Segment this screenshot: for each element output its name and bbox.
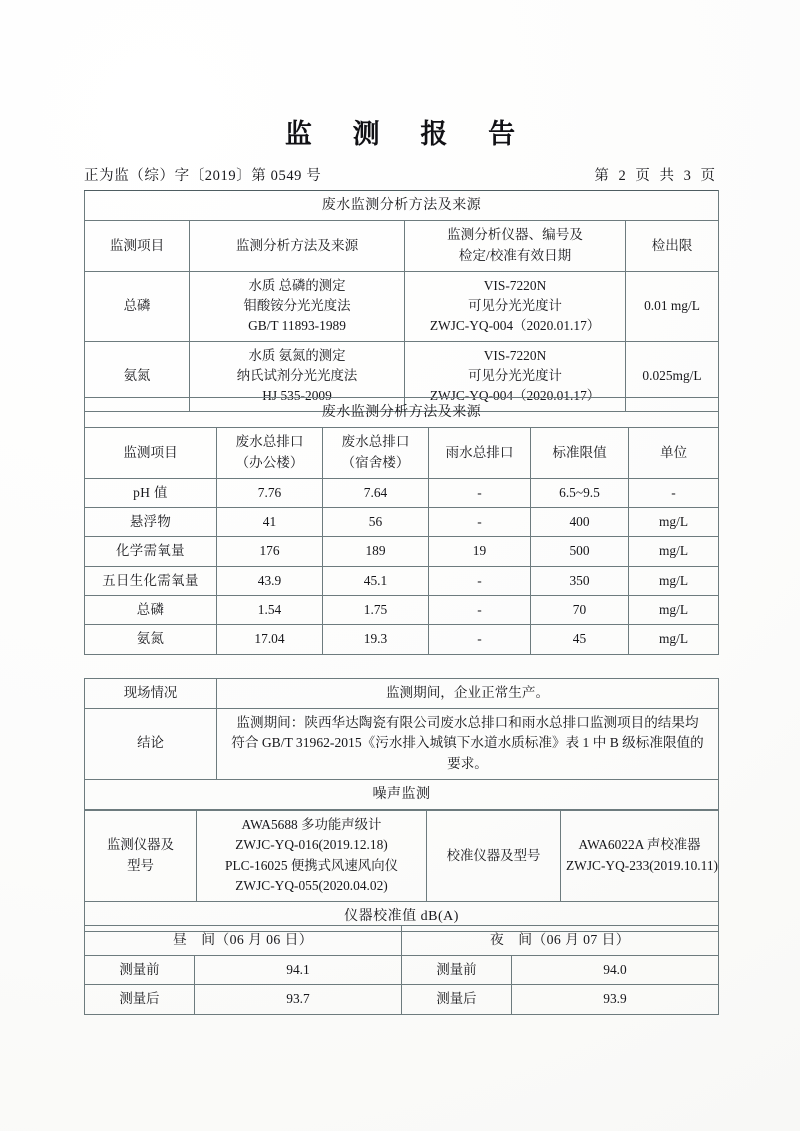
method-line: HJ 535-2009 — [262, 388, 332, 404]
calibrator-value — [561, 811, 719, 902]
col-header-outlet-office — [217, 428, 323, 478]
method-row-item: 氨氮 — [85, 341, 190, 411]
instrument-line: VIS-7220N — [483, 347, 547, 363]
calibrator-label: 校准仪器及型号 — [427, 811, 561, 902]
result-unit: mg/L — [629, 537, 719, 566]
result-office: 41 — [217, 507, 323, 536]
nighttime-label: 夜 — [490, 932, 505, 947]
result-dorm: 7.64 — [323, 478, 429, 507]
calibration-day-stage: 测量前 — [85, 955, 195, 984]
label-line: 型号 — [127, 857, 154, 873]
table-row — [85, 708, 719, 779]
conclusion-label: 结论 — [85, 708, 217, 779]
col-header-rain-outlet: 雨水总排口 — [429, 428, 531, 478]
result-rain: - — [429, 507, 531, 536]
col-header-outlet-dorm — [323, 428, 429, 478]
result-unit: mg/L — [629, 596, 719, 625]
daytime-date: 间（06 月 06 日） — [201, 932, 313, 947]
site-situation-label: 现场情况 — [85, 679, 217, 709]
table-row — [85, 779, 719, 809]
result-limit: 350 — [531, 566, 629, 595]
table-row — [85, 221, 719, 271]
calibrator-line: AWA6022A 声校准器 — [578, 837, 701, 853]
method-line: 水质 氨氮的测定 — [248, 347, 346, 363]
result-dorm: 45.1 — [323, 566, 429, 595]
calibration-night-value: 94.0 — [512, 955, 719, 984]
result-item: pH 值 — [85, 478, 217, 507]
result-dorm: 19.3 — [323, 625, 429, 654]
instrument-line: ZWJC-YQ-016(2019.12.18) — [235, 837, 388, 853]
col-header-line: 废水总排口 — [341, 434, 410, 450]
page-title: 监 测 报 告 — [284, 119, 533, 149]
col-header-instrument-line1: 监测分析仪器、编号及 — [447, 227, 583, 243]
instrument-line: PLC-16025 便携式风速风向仪 — [225, 857, 398, 873]
instrument-line: VIS-7220N — [483, 277, 547, 293]
result-item: 五日生化需氧量 — [85, 566, 217, 595]
result-unit: mg/L — [629, 507, 719, 536]
table-row — [85, 926, 719, 956]
calibration-day-value: 93.7 — [195, 985, 402, 1014]
calibration-night-value: 93.9 — [512, 985, 719, 1014]
conclusion-line: 符合 GB/T 31962-2015《污水排入城镇下水道水质标准》表 1 中 B 级标准限值的 — [231, 735, 704, 751]
section-heading-results: 废水监测分析方法及来源 — [85, 398, 719, 428]
calibration-night-stage: 测量后 — [402, 985, 512, 1014]
result-limit: 45 — [531, 625, 629, 654]
col-header-instrument — [405, 221, 626, 271]
noise-instrument-value — [197, 811, 427, 902]
result-item: 悬浮物 — [85, 507, 217, 536]
instrument-line: ZWJC-YQ-004（2020.01.17） — [429, 318, 601, 334]
method-row-detection-limit: 0.01 mg/L — [626, 271, 719, 341]
table-row — [85, 596, 719, 625]
result-unit: mg/L — [629, 566, 719, 595]
result-rain: - — [429, 566, 531, 595]
result-limit: 70 — [531, 596, 629, 625]
result-item: 总磷 — [85, 596, 217, 625]
col-header-item: 监测项目 — [85, 221, 190, 271]
col-header-instrument-line2: 检定/校准有效日期 — [458, 247, 572, 263]
instrument-line: ZWJC-YQ-004（2020.01.17） — [429, 388, 601, 404]
instrument-line: AWA5688 多功能声级计 — [241, 817, 382, 832]
table-row — [85, 507, 719, 536]
instrument-line: 可见分光光度计 — [468, 368, 562, 384]
document-meta — [84, 164, 718, 185]
result-office: 43.9 — [217, 566, 323, 595]
daytime-header — [85, 926, 402, 956]
result-office: 7.76 — [217, 478, 323, 507]
instrument-line: ZWJC-YQ-055(2020.04.02) — [235, 878, 388, 894]
method-row-item: 总磷 — [85, 271, 190, 341]
section-heading-method: 废水监测分析方法及来源 — [85, 191, 719, 221]
table-row — [85, 428, 719, 478]
result-unit: - — [629, 478, 719, 507]
method-row-detection-limit: 0.025mg/L — [626, 341, 719, 411]
calibration-night-stage: 测量前 — [402, 955, 512, 984]
section-heading-calibration: 仪器校准值 dB(A) — [85, 901, 719, 931]
result-limit: 400 — [531, 507, 629, 536]
table-row — [85, 478, 719, 507]
label-line: 监测仪器及 — [107, 837, 174, 853]
table-row — [85, 811, 719, 902]
table-row — [85, 398, 719, 428]
noise-instrument-label — [85, 811, 197, 902]
report-table — [84, 190, 719, 412]
summary-table — [84, 678, 719, 810]
result-limit: 6.5~9.5 — [531, 478, 629, 507]
result-dorm: 1.75 — [323, 596, 429, 625]
method-line: 钼酸铵分光光度法 — [243, 297, 351, 313]
table-row — [85, 537, 719, 566]
result-dorm: 56 — [323, 507, 429, 536]
result-rain: - — [429, 625, 531, 654]
result-rain: - — [429, 478, 531, 507]
result-unit: mg/L — [629, 625, 719, 654]
table-row — [85, 679, 719, 709]
result-office: 1.54 — [217, 596, 323, 625]
col-header-method: 监测分析方法及来源 — [190, 221, 405, 271]
table-row — [85, 191, 719, 221]
noise-instrument-table — [84, 810, 719, 932]
result-item: 氨氮 — [85, 625, 217, 654]
result-office: 17.04 — [217, 625, 323, 654]
result-rain: - — [429, 596, 531, 625]
result-limit: 500 — [531, 537, 629, 566]
table-row — [85, 955, 719, 984]
results-table — [84, 397, 719, 655]
calibrator-line: ZWJC-YQ-233(2019.10.11) — [566, 857, 718, 873]
table-row — [85, 271, 719, 341]
method-row-method — [190, 271, 405, 341]
nighttime-date: 间（06 月 07 日） — [518, 932, 630, 947]
calibration-table — [84, 925, 719, 1015]
nighttime-header — [402, 926, 719, 956]
method-line: GB/T 11893-1989 — [248, 318, 346, 334]
result-dorm: 189 — [323, 537, 429, 566]
table-row — [85, 625, 719, 654]
col-header-unit: 单位 — [629, 428, 719, 478]
conclusion-line: 要求。 — [447, 755, 488, 771]
document-number: 正为监（综）字〔2019〕第 0549 号 — [84, 168, 322, 184]
col-header-line: （宿舍楼） — [341, 454, 410, 470]
col-header-item: 监测项目 — [85, 428, 217, 478]
daytime-label: 昼 — [173, 932, 188, 947]
section-heading-noise: 噪声监测 — [85, 779, 719, 809]
table-row — [85, 566, 719, 595]
result-office: 176 — [217, 537, 323, 566]
conclusion-text — [217, 708, 719, 779]
col-header-detection-limit: 检出限 — [626, 221, 719, 271]
conclusion-line: 监测期间：陕西华达陶瓷有限公司废水总排口和雨水总排口监测项目的结果均 — [236, 714, 699, 730]
method-row-instrument — [405, 271, 626, 341]
method-line: 水质 总磷的测定 — [248, 277, 346, 293]
calibration-day-value: 94.1 — [195, 955, 402, 984]
result-item: 化学需氧量 — [85, 537, 217, 566]
method-line: 纳氏试剂分光光度法 — [236, 368, 358, 384]
table-row — [85, 985, 719, 1014]
site-situation-text: 监测期间，企业正常生产。 — [217, 679, 719, 709]
calibration-day-stage: 测量后 — [85, 985, 195, 1014]
col-header-line: 废水总排口 — [235, 434, 304, 450]
page-indicator: 第 2 页 共 3 页 — [594, 168, 718, 184]
col-header-line: （办公楼） — [235, 454, 304, 470]
result-rain: 19 — [429, 537, 531, 566]
col-header-standard-limit: 标准限值 — [531, 428, 629, 478]
instrument-line: 可见分光光度计 — [468, 297, 562, 313]
